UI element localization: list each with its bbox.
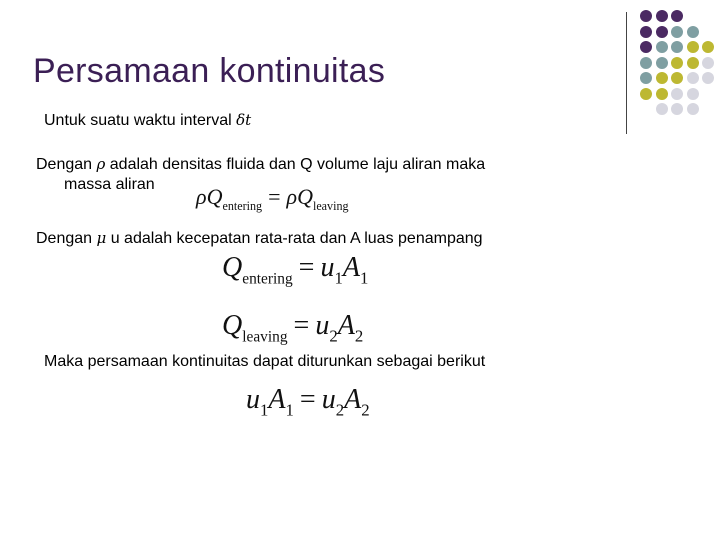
density-text: adalah densitas fluida dan Q volume laju aliran maka [109, 156, 486, 173]
leaving-flow-equation [222, 310, 363, 347]
decor-dot [640, 26, 652, 38]
eq1-equals: = [268, 184, 281, 209]
decor-dot [687, 57, 699, 69]
decor-dot [671, 10, 683, 22]
density-line [36, 155, 485, 174]
mu-symbol: μ [96, 229, 107, 247]
title-divider-line [626, 12, 627, 134]
decor-dot [671, 72, 683, 84]
eq2-sub-entering: entering [242, 270, 293, 288]
rho-symbol: ρ [96, 155, 106, 173]
decor-dot [656, 26, 668, 38]
mass-flow-equation [196, 184, 349, 214]
decor-dot [671, 88, 683, 100]
decor-dot [656, 72, 668, 84]
decor-dot [687, 88, 699, 100]
eq2-equals: = [298, 252, 315, 283]
eq4-equals: = [299, 384, 316, 415]
decor-dot [687, 103, 699, 115]
eq1-q-left: Q [206, 184, 223, 209]
eq2-u: u [320, 252, 335, 283]
decor-dot [640, 88, 652, 100]
decor-dot [640, 41, 652, 53]
eq2-q: Q [222, 252, 243, 283]
eq3-q: Q [222, 310, 243, 341]
decor-dot [687, 26, 699, 38]
decor-dot [671, 103, 683, 115]
slide-title: Persamaan kontinuitas [33, 52, 386, 90]
decor-dot [640, 10, 652, 22]
velocity-text: u adalah kecepatan rata-rata dan A luas penampang [110, 230, 483, 247]
interval-line [44, 111, 251, 130]
decor-dot [702, 41, 714, 53]
decor-dot [656, 88, 668, 100]
decor-dot [702, 72, 714, 84]
density-prefix: Dengan [36, 156, 93, 173]
eq3-equals: = [293, 310, 310, 341]
eq1-rho-right: ρ [286, 184, 298, 209]
delta-t-symbol: δt [236, 111, 252, 129]
velocity-line [36, 229, 483, 248]
eq1-rho: ρ [196, 184, 207, 209]
eq4-u-left: u [246, 384, 260, 415]
eq3-u: u [315, 310, 330, 341]
decor-dot [687, 72, 699, 84]
eq4-a-right-index: 2 [361, 400, 370, 420]
eq3-u-index: 2 [329, 326, 338, 346]
decorative-dot-grid [640, 10, 720, 120]
eq4-a-left-index: 1 [285, 400, 294, 420]
eq1-sub-leaving: leaving [312, 199, 349, 214]
decor-dot [640, 57, 652, 69]
decor-dot [671, 26, 683, 38]
eq4-a-left: A [268, 384, 286, 415]
decor-dot [656, 41, 668, 53]
eq3-a: A [337, 310, 355, 341]
eq2-a: A [342, 252, 360, 283]
decor-dot [671, 57, 683, 69]
decor-dot [640, 72, 652, 84]
decor-dot [656, 57, 668, 69]
eq2-u-index: 1 [334, 268, 343, 288]
decor-dot [671, 41, 683, 53]
conclusion-text: Maka persamaan kontinuitas dapat diturunkan sebagai berikut [44, 353, 486, 370]
interval-text: Untuk suatu waktu interval [44, 112, 232, 129]
eq3-sub-leaving: leaving [242, 328, 288, 346]
eq2-a-index: 1 [359, 268, 369, 288]
mass-flow-text: massa aliran [64, 176, 155, 193]
eq4-u-right-index: 2 [335, 400, 345, 420]
eq1-sub-entering: entering [222, 199, 263, 214]
eq1-q-right: Q [297, 184, 313, 209]
eq4-u-left-index: 1 [260, 400, 269, 420]
eq4-a-right: A [344, 384, 362, 415]
decor-dot [687, 41, 699, 53]
decor-dot [656, 103, 668, 115]
eq4-u-right: u [321, 384, 336, 415]
entering-flow-equation [222, 252, 368, 289]
velocity-prefix: Dengan [36, 230, 93, 247]
continuity-equation [246, 384, 370, 421]
decor-dot [702, 57, 714, 69]
decor-dot [656, 10, 668, 22]
eq3-a-index: 2 [354, 326, 364, 346]
